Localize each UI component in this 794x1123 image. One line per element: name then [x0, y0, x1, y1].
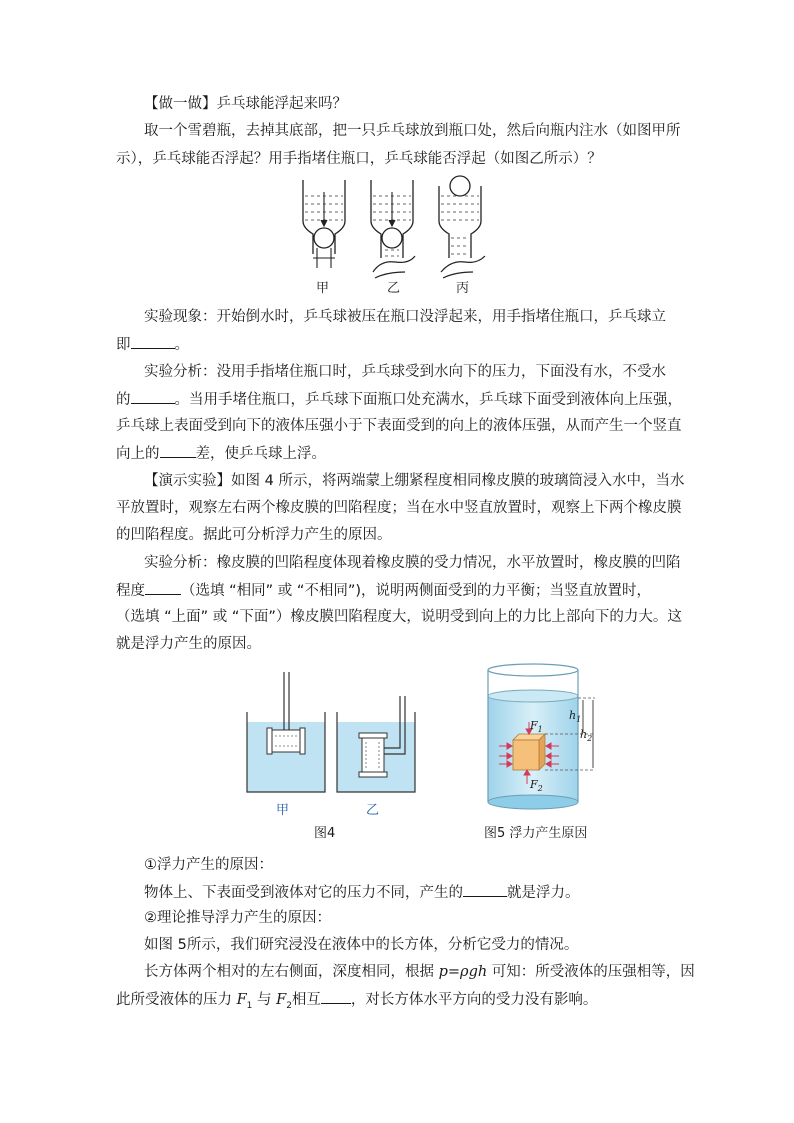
phenomenon-line-1: 实验现象：开始倒水时，乒乓球被压在瓶口没浮起来，用手指堵住瓶口，乒乓球立 — [144, 309, 666, 325]
point1-title: ①浮力产生的原因： — [144, 857, 273, 873]
answer-blank — [463, 882, 507, 897]
intro-line-2: 示），乒乓球能否浮起？用手指堵住瓶口，乒乓球能否浮起（如图乙所示）？ — [116, 151, 602, 167]
section-title: 【做一做】乒乓球能浮起来吗？ — [144, 96, 347, 112]
analysis2-line-1: 实验分析：橡皮膜的凹陷程度体现着橡皮膜的受力情况，水平放置时，橡皮膜的凹陷 — [144, 555, 681, 571]
intro-line-1: 取一个雪碧瓶，去掉其底部，把一只乒乓球放到瓶口处，然后向瓶内注水（如图甲所 — [144, 123, 681, 139]
fig4-caption: 图4 — [314, 826, 336, 841]
analysis1-line-3: 乒乓球上表面受到向下的液体压强小于下表面受到的向上的液体压强，从而产生一个竖直 — [116, 418, 682, 434]
demo-line-1: 【演示实验】如图 4 所示，将两端蒙上绷紧程度相同橡皮膜的玻璃筒浸入水中，当水 — [144, 473, 685, 489]
demo-line-3: 的凹陷程度。据此可分析浮力产生的原因。 — [116, 527, 392, 543]
point1-body: 物体上、下表面受到液体对它的压力不同，产生的 就是浮力。 — [144, 882, 580, 903]
analysis2-line-3: （选填 “上面” 或 “下面”）橡皮膜凹陷程度大，说明受到向上的力比上部向下的力大。这 — [116, 609, 682, 625]
answer-blank — [321, 989, 351, 1004]
fig4-label-a: 甲 — [276, 803, 290, 818]
f2-label: $F_2$ — [530, 778, 543, 794]
last-line-2: 此所受液体的压力 $F_1$ 与 $F_2$相互 ，对长方体水平方向的受力没有影响。 — [116, 989, 597, 1016]
answer-blank — [131, 389, 175, 404]
figure-4 — [245, 670, 420, 795]
demo-line-2: 平放置时，观察左右两个橡皮膜的凹陷程度；当在水中竖直放置时，观察上下两个橡皮膜 — [116, 500, 682, 516]
phenomenon-line-2: 即 。 — [116, 334, 189, 355]
analysis2-line-4: 就是浮力产生的原因。 — [116, 636, 261, 652]
f1-label: $F_1$ — [530, 719, 543, 735]
analysis2-line-2: 程度 （选填 “相同” 或 “不相同”)，说明两侧面受到的力平衡；当竖直放置时， — [116, 580, 651, 601]
analysis1-line-4: 向上的 差，使乒乓球上浮。 — [116, 443, 326, 464]
fig1-label-a: 甲 — [316, 281, 330, 296]
h2-label: $h_2$ — [580, 728, 593, 744]
point2-title: ②理论推导浮力产生的原因： — [144, 910, 331, 926]
answer-blank — [131, 334, 175, 349]
point2-body: 如图 5所示，我们研究浸没在液体中的长方体，分析它受力的情况。 — [144, 937, 579, 953]
h1-label: $h_1$ — [569, 709, 582, 725]
fig1-label-c: 丙 — [456, 281, 470, 296]
analysis1-line-2: 的 。当用手堵住瓶口，乒乓球下面瓶口处充满水，乒乓球下面受到液体向上压强， — [116, 389, 682, 410]
fig5-caption: 图5 浮力产生原因 — [484, 826, 588, 841]
fig4-label-b: 乙 — [366, 803, 380, 818]
answer-blank — [145, 580, 181, 595]
fig1-label-b: 乙 — [387, 281, 401, 296]
answer-blank — [160, 443, 196, 458]
analysis1-line-1: 实验分析：没用手指堵住瓶口时，乒乓球受到水向下的压力，下面没有水，不受水 — [144, 364, 666, 380]
last-line-1: 长方体两个相对的左右侧面，深度相同，根据 p=ρgh 可知：所受液体的压强相等，因 — [144, 964, 695, 980]
